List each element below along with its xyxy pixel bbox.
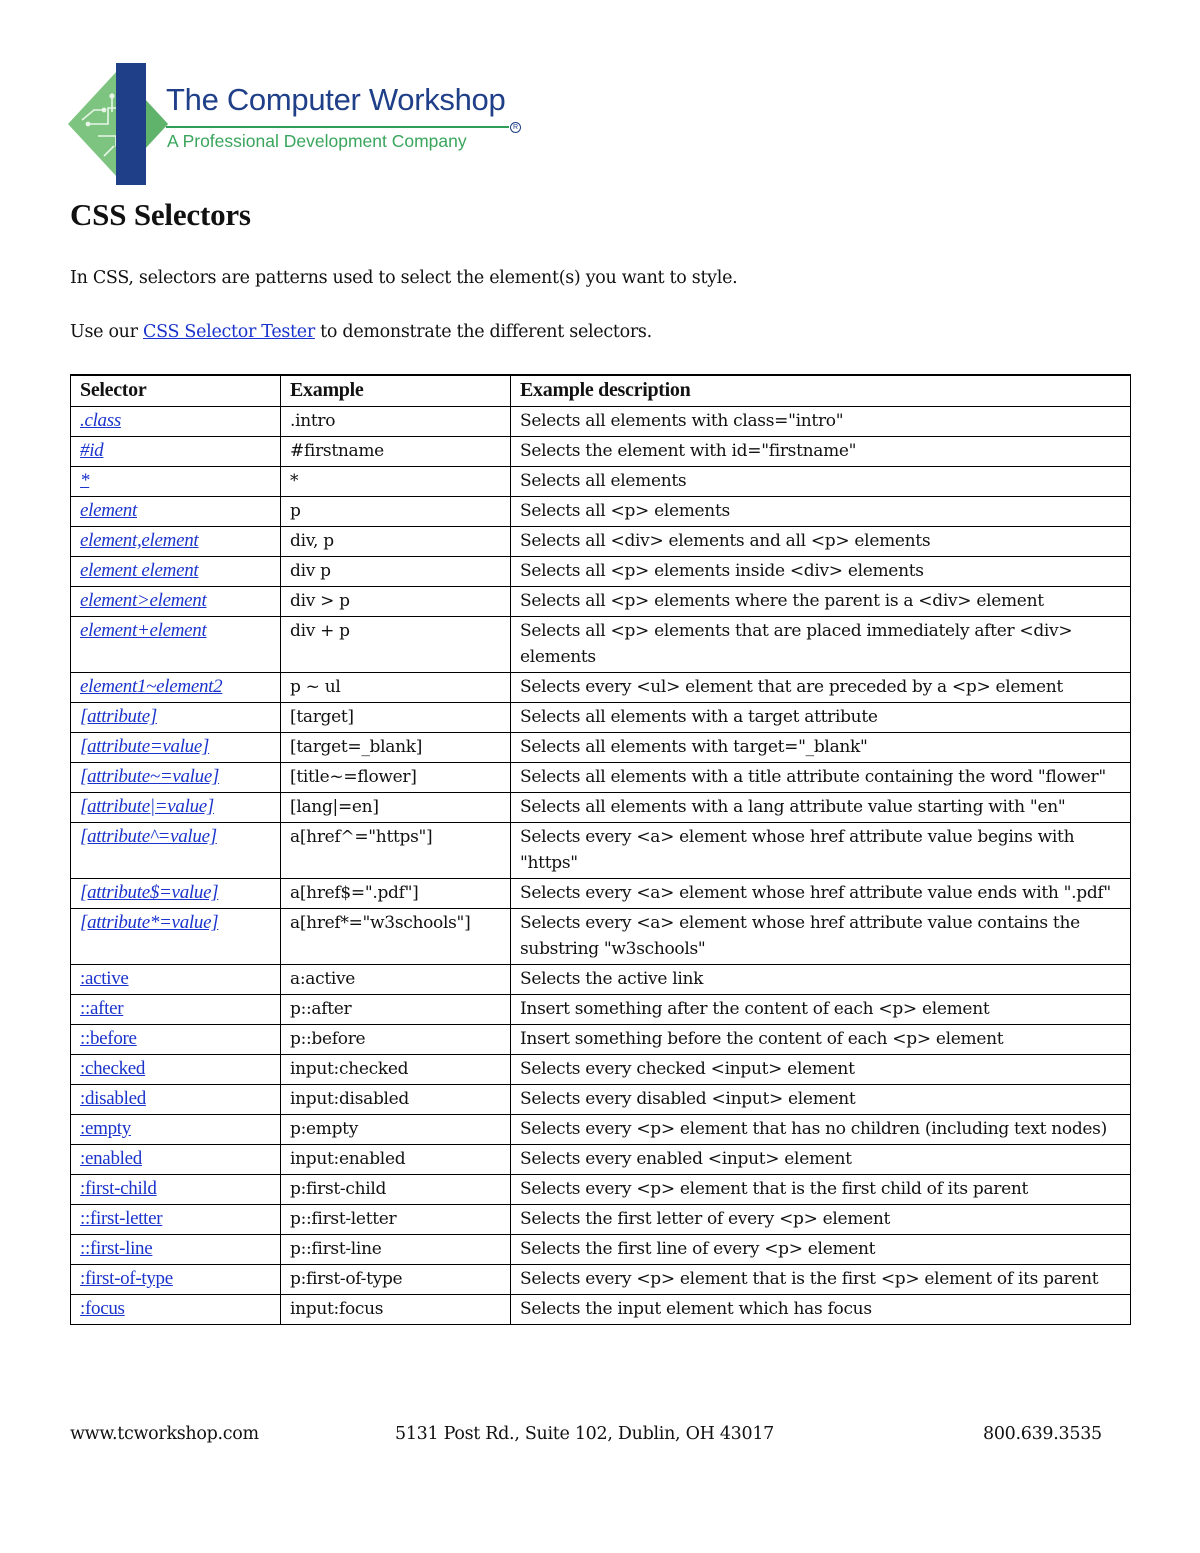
table-body [71,407,1131,1325]
table-row [71,1175,1131,1205]
example-cell: div, p [281,527,511,557]
selector-cell [71,1025,281,1055]
table-row [71,1265,1131,1295]
selector-link[interactable]: [attribute^=value] [80,826,217,847]
selector-cell [71,1055,281,1085]
example-cell: input:disabled [281,1085,511,1115]
description-cell: Selects every <ul> element that are preceded by a <p> element [511,673,1131,703]
example-cell: div > p [281,587,511,617]
table-row [71,467,1131,497]
example-cell: div + p [281,617,511,673]
description-cell: Selects every <p> element that has no children (including text nodes) [511,1115,1131,1145]
selector-cell [71,879,281,909]
example-cell: p::before [281,1025,511,1055]
example-cell: [lang|=en] [281,793,511,823]
description-cell: Selects all <div> elements and all <p> elements [511,527,1131,557]
table-row [71,823,1131,879]
description-cell: Selects all <p> elements where the parent is a <div> element [511,587,1131,617]
tester-prefix: Use our [70,322,143,342]
table-row [71,995,1131,1025]
selector-cell [71,1145,281,1175]
example-cell: input:checked [281,1055,511,1085]
table-row [71,1055,1131,1085]
tester-paragraph [70,322,652,342]
selector-link[interactable]: [attribute$=value] [80,882,219,903]
table-row [71,1295,1131,1325]
css-selector-tester-link[interactable]: CSS Selector Tester [142,322,315,342]
example-cell: a[href$=".pdf"] [281,879,511,909]
selector-cell [71,1115,281,1145]
description-cell: Selects every enabled <input> element [511,1145,1131,1175]
table-row [71,617,1131,673]
example-cell: p:first-of-type [281,1265,511,1295]
description-cell: Selects every <p> element that is the first <p> element of its parent [511,1265,1131,1295]
example-cell: [title~=flower] [281,763,511,793]
selector-link[interactable]: :first-of-type [80,1268,173,1289]
selector-link[interactable]: element1~element2 [80,676,223,697]
example-cell: [target] [281,703,511,733]
selector-cell [71,965,281,995]
selector-link[interactable]: :disabled [80,1088,146,1109]
description-cell: Selects every <p> element that is the first child of its parent [511,1175,1131,1205]
description-cell: Selects all elements with target="_blank" [511,733,1131,763]
description-cell: Selects all elements with a lang attribute value starting with "en" [511,793,1131,823]
selector-cell [71,1265,281,1295]
description-cell: Selects every disabled <input> element [511,1085,1131,1115]
description-cell: Insert something after the content of each <p> element [511,995,1131,1025]
example-cell: p::after [281,995,511,1025]
description-cell: Selects the element with id="firstname" [511,437,1131,467]
example-cell: * [281,467,511,497]
selector-link[interactable]: :enabled [80,1148,142,1169]
selector-cell [71,1295,281,1325]
example-cell: input:enabled [281,1145,511,1175]
example-cell: [target=_blank] [281,733,511,763]
description-cell: Selects all elements with a target attribute [511,703,1131,733]
selector-link[interactable]: element>element [80,590,207,611]
company-logo [68,60,538,190]
table-row [71,1205,1131,1235]
selector-link[interactable]: ::after [80,998,124,1019]
column-header-example: Example [281,375,511,407]
selector-cell [71,557,281,587]
selector-link[interactable]: ::first-line [80,1238,153,1259]
table-row [71,703,1131,733]
description-cell: Selects every <a> element whose href attribute value begins with "https" [511,823,1131,879]
table-row [71,733,1131,763]
selector-cell [71,1175,281,1205]
table-row [71,587,1131,617]
description-cell: Selects every checked <input> element [511,1055,1131,1085]
footer-website: www.tcworkshop.com [70,1424,259,1444]
table-header-row [71,375,1131,407]
table-row [71,965,1131,995]
selector-link[interactable]: [attribute~=value] [80,766,220,787]
example-cell: p:first-child [281,1175,511,1205]
example-cell: div p [281,557,511,587]
selector-link[interactable]: element+element [80,620,207,641]
selector-link[interactable]: [attribute*=value] [80,912,219,933]
selector-cell [71,733,281,763]
table-row [71,407,1131,437]
page-title: CSS Selectors [70,197,251,232]
selector-cell [71,703,281,733]
selector-cell [71,407,281,437]
example-cell: p:empty [281,1115,511,1145]
table-row [71,793,1131,823]
table-row [71,879,1131,909]
table-row [71,497,1131,527]
selector-link[interactable]: * [80,470,90,491]
example-cell: p::first-letter [281,1205,511,1235]
selector-cell [71,1235,281,1265]
example-cell: a[href^="https"] [281,823,511,879]
selector-cell [71,909,281,965]
registered-trademark-icon: R [510,122,521,133]
selector-link[interactable]: ::first-letter [80,1208,163,1229]
selector-cell [71,497,281,527]
circuit-diamond-logo-icon [68,60,168,188]
selector-link[interactable]: :checked [80,1058,146,1079]
description-cell: Selects all <p> elements [511,497,1131,527]
description-cell: Selects all elements with class="intro" [511,407,1131,437]
selector-link[interactable]: ::before [80,1028,137,1049]
table-row [71,437,1131,467]
description-cell: Selects the first letter of every <p> element [511,1205,1131,1235]
selector-link[interactable]: [attribute|=value] [80,796,215,817]
selector-cell [71,467,281,497]
selector-cell [71,793,281,823]
selector-cell [71,823,281,879]
column-header-description: Example description [511,375,1131,407]
table-row [71,673,1131,703]
selector-cell [71,527,281,557]
selector-link[interactable]: :empty [80,1118,131,1139]
selector-link[interactable]: [attribute] [80,706,157,727]
selector-link[interactable]: [attribute=value] [80,736,210,757]
selector-link[interactable]: .class [80,410,121,431]
table-row [71,557,1131,587]
example-cell: #firstname [281,437,511,467]
example-cell: .intro [281,407,511,437]
example-cell: a:active [281,965,511,995]
table-row [71,1085,1131,1115]
selector-link[interactable]: :active [80,968,129,989]
table-row [71,1145,1131,1175]
footer-phone: 800.639.3535 [983,1424,1102,1444]
selector-cell [71,587,281,617]
column-header-selector: Selector [71,375,281,407]
description-cell: Selects the first line of every <p> element [511,1235,1131,1265]
selector-cell [71,1205,281,1235]
description-cell: Selects every <a> element whose href attribute value ends with ".pdf" [511,879,1131,909]
description-cell: Selects the input element which has focus [511,1295,1131,1325]
table-row [71,763,1131,793]
example-cell: p ~ ul [281,673,511,703]
description-cell: Selects every <a> element whose href attribute value contains the substring "w3schools" [511,909,1131,965]
selector-link[interactable]: element [80,500,137,521]
intro-paragraph: In CSS, selectors are patterns used to select the element(s) you want to style. [70,268,738,288]
example-cell: p [281,497,511,527]
table-row [71,1025,1131,1055]
table-row [71,1235,1131,1265]
description-cell: Selects all elements with a title attribute containing the word "flower" [511,763,1131,793]
description-cell: Selects all elements [511,467,1131,497]
selector-cell [71,763,281,793]
selector-link[interactable]: element element [80,560,199,581]
selector-cell [71,995,281,1025]
description-cell: Selects all <p> elements inside <div> elements [511,557,1131,587]
selector-link[interactable]: #id [80,440,104,461]
selector-cell [71,1085,281,1115]
example-cell: input:focus [281,1295,511,1325]
selector-link[interactable]: element,element [80,530,199,551]
table-row [71,527,1131,557]
logo-title: The Computer Workshop [166,82,506,117]
selector-table [70,374,1131,1325]
example-cell: p::first-line [281,1235,511,1265]
table-row [71,1115,1131,1145]
example-cell: a[href*="w3schools"] [281,909,511,965]
selector-cell [71,673,281,703]
selector-link[interactable]: :focus [80,1298,125,1319]
selector-cell [71,617,281,673]
logo-subtitle: A Professional Development Company [167,131,467,151]
table-row [71,909,1131,965]
description-cell: Insert something before the content of each <p> element [511,1025,1131,1055]
description-cell: Selects all <p> elements that are placed immediately after <div> elements [511,617,1131,673]
description-cell: Selects the active link [511,965,1131,995]
selector-cell [71,437,281,467]
logo-divider [166,126,509,128]
selector-link[interactable]: :first-child [80,1178,157,1199]
tester-suffix: to demonstrate the different selectors. [314,322,652,342]
footer-address: 5131 Post Rd., Suite 102, Dublin, OH 43017 [395,1424,775,1444]
